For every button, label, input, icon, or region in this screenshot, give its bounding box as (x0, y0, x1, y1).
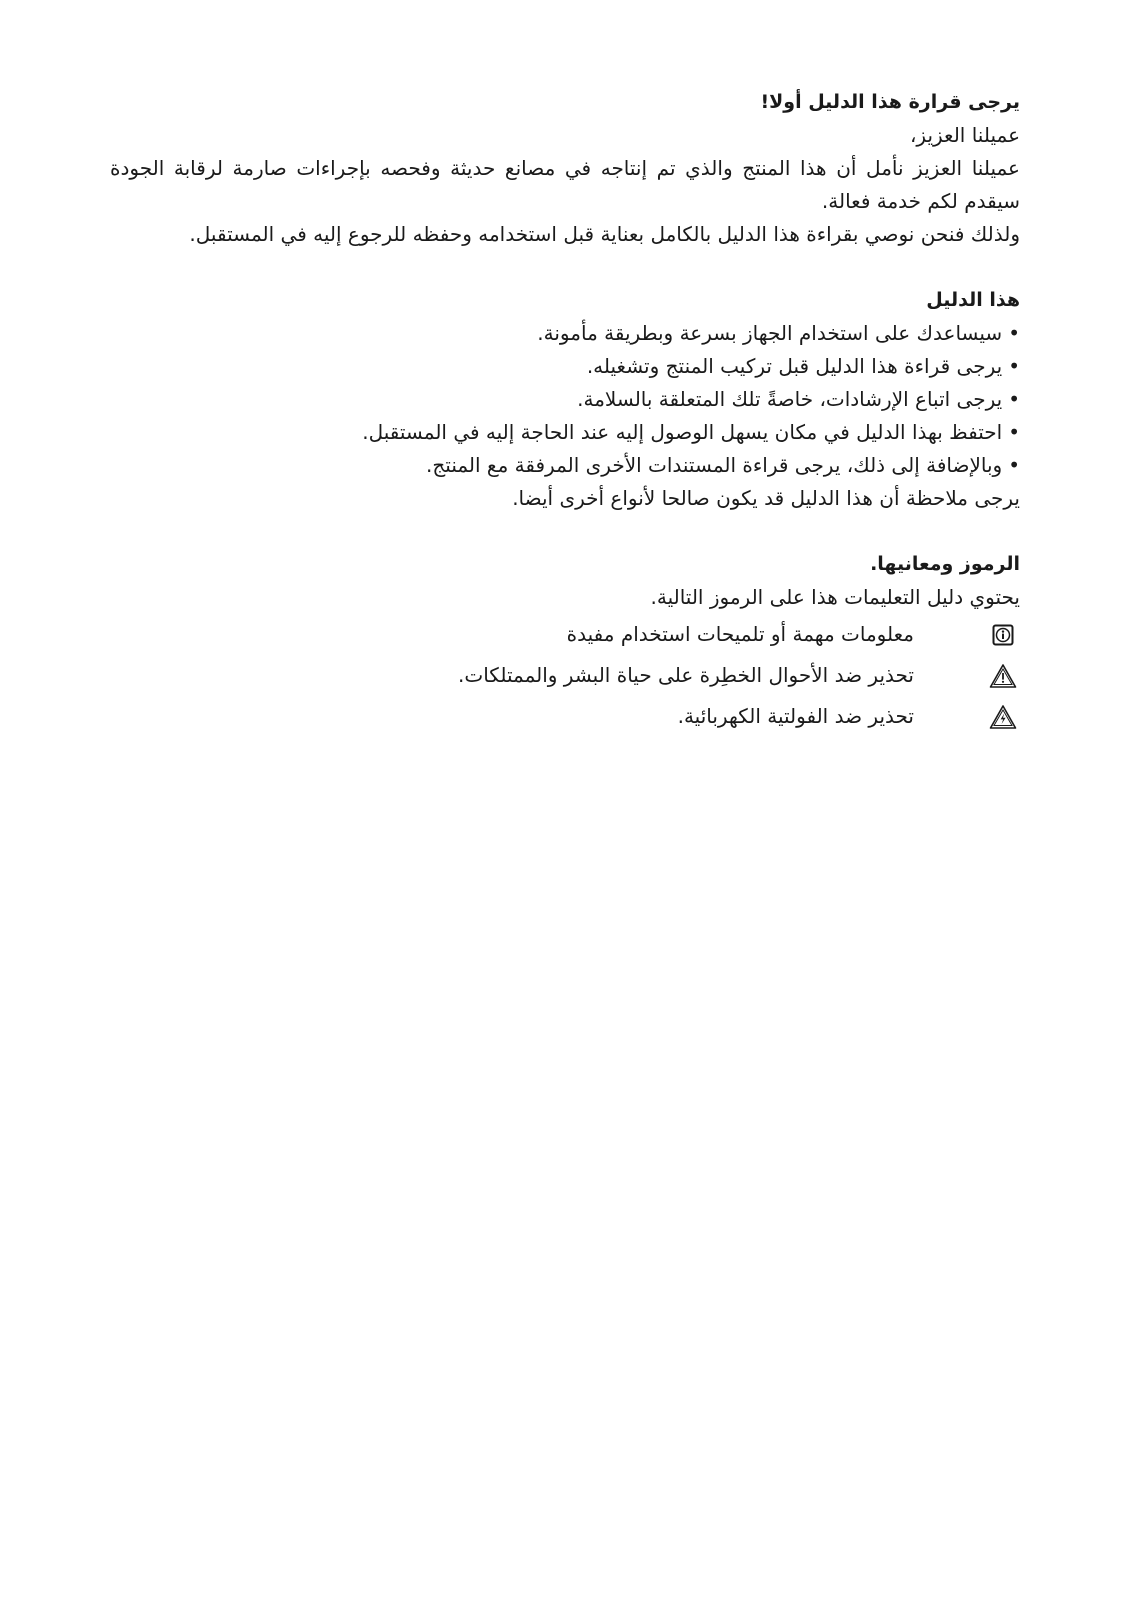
manual-bullet: • وبالإضافة إلى ذلك، يرجى قراءة المستندات الأخرى المرفقة مع المنتج. (110, 449, 1020, 482)
symbol-text: معلومات مهمة أو تلميحات استخدام مفيدة (566, 622, 914, 646)
document-page (110, 86, 1020, 737)
manual-note: يرجى ملاحظة أن هذا الدليل قد يكون صالحا لأنواع أخرى أيضا. (512, 486, 1020, 510)
section-spacer (110, 515, 1020, 548)
manual-bullet: • يرجى اتباع الإرشادات، خاصةً تلك المتعلقة بالسلامة. (110, 383, 1020, 416)
intro-heading: يرجى قرارة هذا الدليل أولا! (760, 91, 1020, 113)
symbols-heading: الرموز ومعانيها. (870, 553, 1020, 575)
greeting: عميلنا العزيز، (909, 123, 1020, 147)
manual-bullet: • سيساعدك على استخدام الجهاز بسرعة وبطريقة مأمونة. (110, 317, 1020, 350)
symbol-row-electric (110, 696, 1020, 737)
warning-icon (986, 659, 1020, 693)
section-spacer (110, 251, 1020, 284)
symbols-intro: يحتوي دليل التعليمات هذا على الرموز التالية. (650, 585, 1020, 609)
electric-warning-icon (986, 700, 1020, 734)
intro-paragraph-1: عميلنا العزيز نأمل أن هذا المنتج والذي تم إنتاجه في مصانع حديثة وفحصه بإجراءات صارمة لرقابة الجودة سيقدم لكم خدمة فعالة. (110, 156, 1020, 213)
manual-heading: هذا الدليل (926, 289, 1020, 311)
manual-bullet: • احتفظ بهذا الدليل في مكان يسهل الوصول إليه عند الحاجة إليه في المستقبل. (110, 416, 1020, 449)
intro-paragraph-2: ولذلك فنحن نوصي بقراءة هذا الدليل بالكامل بعناية قبل استخدامه وحفظه للرجوع إليه في المستقبل. (189, 222, 1020, 246)
manual-bullet: • يرجى قراءة هذا الدليل قبل تركيب المنتج وتشغيله. (110, 350, 1020, 383)
symbol-text: تحذير ضد الفولتية الكهربائية. (677, 704, 914, 728)
symbol-row-info (110, 614, 1020, 655)
symbol-text: تحذير ضد الأحوال الخطِرة على حياة البشر والممتلكات. (458, 663, 914, 687)
info-icon (986, 618, 1020, 652)
symbol-row-warning (110, 655, 1020, 696)
